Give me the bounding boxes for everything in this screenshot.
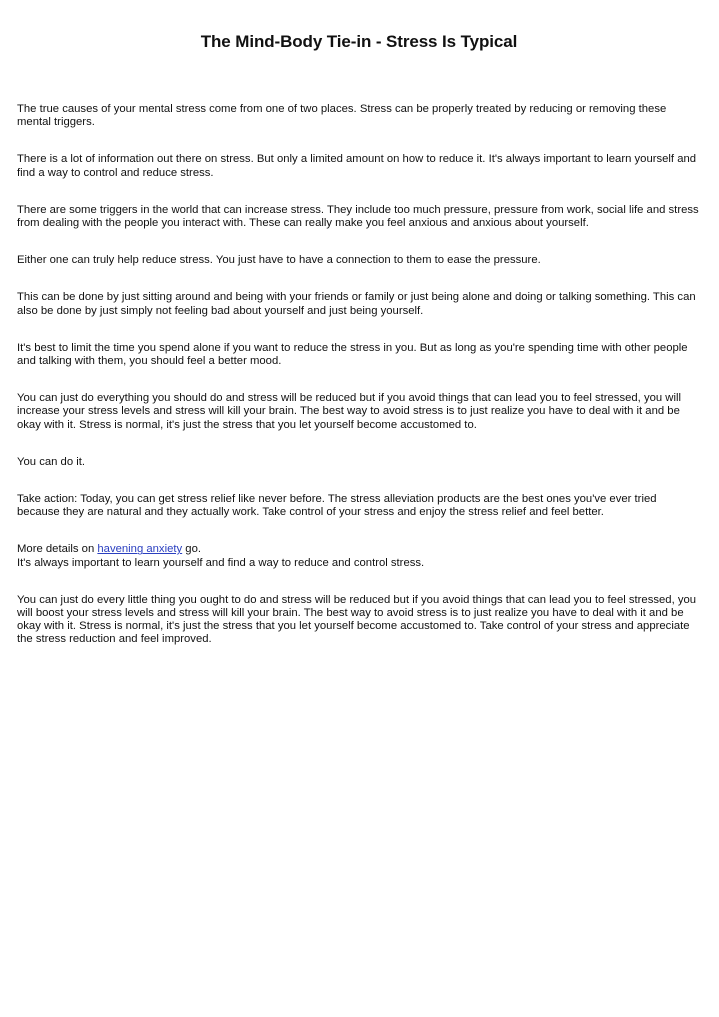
- paragraph-1: The true causes of your mental stress come from one of two places. Stress can be properly treated by reducing or removing these mental triggers.: [17, 103, 667, 129]
- more-details-line: [17, 543, 701, 556]
- more-details-block: [17, 543, 701, 569]
- paragraph-7: You can just do everything you should do and stress will be reduced but if you avoid things that can lead you to feel stressed, you will increase your stress levels and stress will kill your brain. The best way to avoid stress is to just realize you have to deal with it and be okay with it. Stress is normal, it's just the stress that you let yourself become accustomed to.: [17, 392, 681, 431]
- paragraph-5: This can be done by just sitting around and being with your friends or family or just being alone and doing or talking something. This can also be done by just simply not feeling bad about yourself and just being yourself.: [17, 291, 696, 317]
- more-details-suffix: go.: [182, 543, 202, 556]
- more-details-line-2: It's always important to learn yourself and find a way to reduce and control stress.: [17, 556, 425, 569]
- paragraph-2: There is a lot of information out there on stress. But only a limited amount on how to reduce it. It's always important to learn yourself and find a way to control and reduce stress.: [17, 153, 697, 179]
- paragraph-6: It's best to limit the time you spend alone if you want to reduce the stress in you. But as long as you're spending time with other people and talking with them, you should feel a better mood.: [17, 341, 688, 368]
- paragraph-3: There are some triggers in the world that can increase stress. They include too much pressure, pressure from work, social life and stress from dealing with the people you interact with. These can really make you feel anxious and anxious about yourself.: [17, 203, 699, 230]
- page-title: The Mind-Body Tie-in - Stress Is Typical: [200, 32, 518, 51]
- paragraph-9: Take action: Today, you can get stress relief like never before. The stress alleviation products are the best ones you've ever tried because they are natural and they actually work. Take control of your stress and enjoy the stress relief and feel better.: [17, 493, 657, 519]
- more-details-prefix: More details on: [17, 543, 98, 556]
- havening-anxiety-link[interactable]: havening anxiety: [97, 543, 183, 556]
- final-paragraph: You can just do every little thing you ought to do and stress will be reduced but if you avoid things that can lead you to feel stressed, you will boost your stress levels and stress will kill your brain. The best way to avoid stress is to just realize you have to deal with it and be okay with it. Stress is normal, it's just the stress that you let yourself become accustomed to. Take control of your stress and appreciate the stress reduction and feel improved.: [17, 593, 697, 646]
- paragraph-8: You can do it.: [17, 455, 86, 468]
- paragraph-4: Either one can truly help reduce stress. You just have to have a connection to them to ease the pressure.: [17, 254, 541, 267]
